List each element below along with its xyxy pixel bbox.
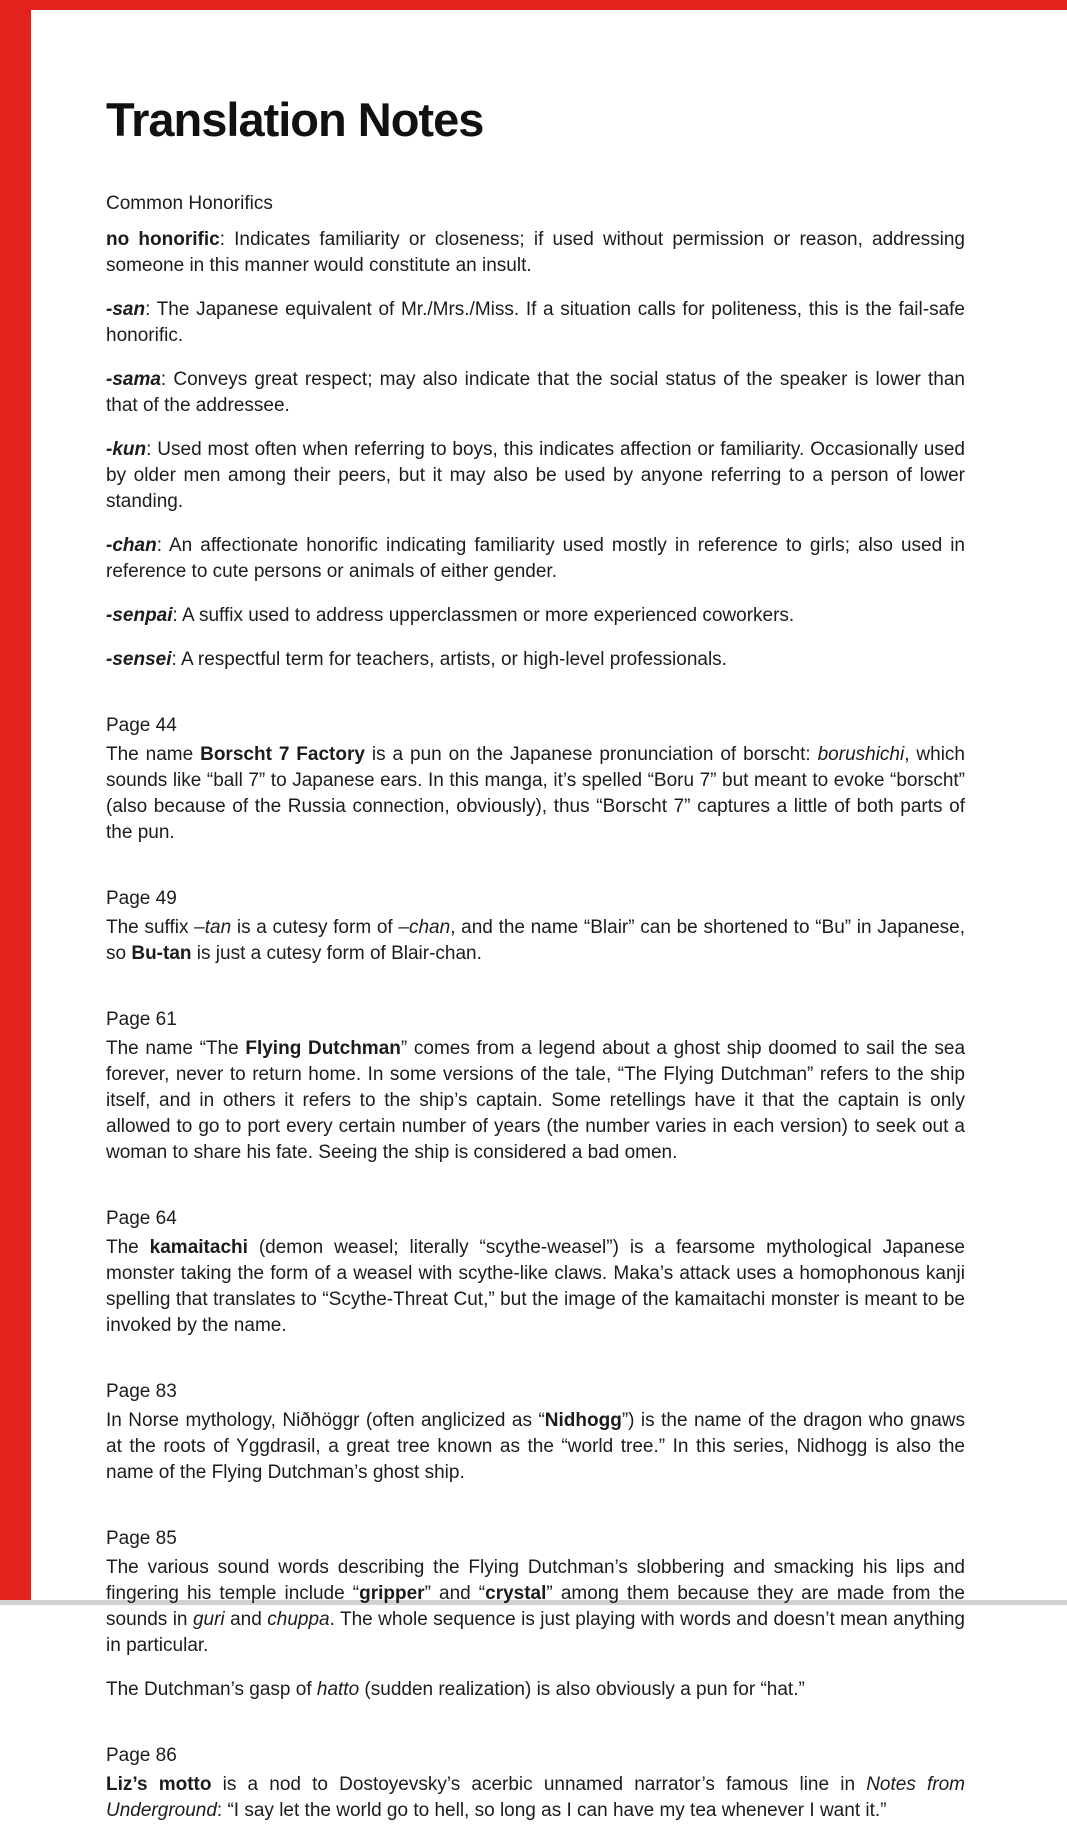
scan-edge-left	[0, 0, 31, 1600]
paragraph	[106, 227, 965, 279]
text-run: ”) is the name of the dragon who gnaws at the roots of Yggdrasil, a great tree known as the “world tree.” In this series, Nidhogg is also the name of the Flying Dutchman’s ghost ship.	[106, 1410, 965, 1483]
emphasized-text: -kun	[106, 439, 147, 460]
section-heading: Common Honorifics	[106, 193, 273, 214]
section-page-61	[106, 1007, 965, 1166]
text-run: is a nod to Dostoyevsky’s acerbic unnamed narrator’s famous line in	[211, 1774, 867, 1795]
section-heading: Page 85	[106, 1528, 177, 1549]
sections-container	[106, 191, 965, 1824]
section-common-honorifics	[106, 191, 965, 673]
section-page-64	[106, 1206, 965, 1339]
emphasized-text: –tan	[194, 917, 232, 938]
emphasized-text: -senpai	[106, 605, 173, 626]
emphasized-text: -sama	[106, 369, 161, 390]
emphasized-text: -sensei	[106, 649, 172, 670]
section-heading: Page 49	[106, 888, 177, 909]
text-run: : A suffix used to address upperclassmen or more experienced coworkers.	[172, 605, 795, 626]
paragraph	[106, 647, 965, 673]
emphasized-text: -san	[106, 299, 146, 320]
text-run: : A respectful term for teachers, artists, or high-level professionals.	[171, 649, 727, 670]
paragraph	[106, 742, 965, 846]
text-run: ” comes from a legend about a ghost ship doomed to sail the sea forever, never to return home. In some versions of the tale, “The Flying Dutchman” refers to the ship itself, and in others it refers to the ship’s captain. Some retellings have it that the captain is only allowed to go to port every certain number of years (the number varies in each version) to seek out a woman to share his fate. Seeing the ship is considered a bad omen.	[106, 1038, 966, 1163]
text-run: , which sounds like “ball 7” to Japanese ears. In this manga, it’s spelled “Boru 7” but meant to evoke “borscht” (also because of the Russia connection, obviously), thus “Borscht 7” captures a little of both parts of the pun.	[106, 744, 965, 843]
paragraph	[106, 603, 965, 629]
paragraph	[106, 367, 965, 419]
text-run: : Used most often when referring to boys, this indicates affection or familiarity. Occasionally used by older men among their peers, but it may also be used by anyone referring to a person of lower standing.	[106, 439, 965, 512]
text-run: . The whole sequence is just playing with words and doesn’t mean anything in particular.	[106, 1609, 965, 1656]
page-title: Translation Notes	[106, 93, 484, 146]
emphasized-text: Flying Dutchman	[245, 1038, 401, 1059]
emphasized-text: borushichi	[817, 744, 905, 765]
text-run: : The Japanese equivalent of Mr./Mrs./Miss. If a situation calls for politeness, this is the fail-safe honorific.	[106, 299, 965, 346]
text-run: is a cutesy form of	[231, 917, 399, 938]
section-page-49	[106, 886, 965, 967]
emphasized-text: Bu-tan	[131, 943, 192, 964]
emphasized-text: crystal	[485, 1583, 547, 1604]
text-run: The suffix	[106, 917, 195, 938]
text-run: , and the name “Blair” can be shortened to “Bu” in Japanese, so	[106, 917, 965, 964]
section-heading: Page 44	[106, 715, 177, 736]
paragraph	[106, 915, 965, 967]
emphasized-text: no honorific	[106, 229, 220, 250]
text-run: The name	[106, 744, 201, 765]
emphasized-text: Nidhogg	[544, 1410, 622, 1431]
emphasized-text: guri	[192, 1609, 225, 1630]
text-run: : Conveys great respect; may also indicate that the social status of the speaker is lower than that of the addressee.	[106, 369, 965, 416]
section-heading: Page 61	[106, 1009, 177, 1030]
section-heading: Page 86	[106, 1745, 177, 1766]
paragraph	[106, 1235, 965, 1339]
emphasized-text: kamaitachi	[149, 1237, 248, 1258]
paragraph	[106, 297, 965, 349]
text-run: : An affectionate honorific indicating familiarity used mostly in reference to girls; also used in reference to cute persons or animals of either gender.	[106, 535, 965, 582]
text-run: The Dutchman’s gasp of	[106, 1679, 317, 1700]
emphasized-text: -chan	[106, 535, 157, 556]
section-page-83	[106, 1379, 965, 1486]
scan-edge-top	[0, 0, 1067, 10]
text-run: : “I say let the world go to hell, so long as I can have my tea whenever I want it.”	[216, 1800, 887, 1821]
emphasized-text: hatto	[316, 1679, 360, 1700]
section-page-86	[106, 1743, 965, 1824]
emphasized-text: Liz’s motto	[106, 1774, 212, 1795]
text-run: The name “The	[106, 1038, 246, 1059]
text-run: ” among them because they are made from the sounds in	[106, 1583, 965, 1630]
paragraph	[106, 1036, 965, 1166]
emphasized-text: Borscht 7 Factory	[200, 744, 365, 765]
paragraph	[106, 437, 965, 515]
paragraph	[106, 1555, 965, 1659]
text-run: : Indicates familiarity or closeness; if used without permission or reason, addressing someone in this manner would constitute an insult.	[106, 229, 965, 276]
emphasized-text: chuppa	[267, 1609, 330, 1630]
paragraph	[106, 1772, 965, 1824]
emphasized-text: –chan	[398, 917, 451, 938]
section-heading: Page 83	[106, 1381, 177, 1402]
section-page-44	[106, 713, 965, 846]
text-run: The	[106, 1237, 150, 1258]
section-heading: Page 64	[106, 1208, 177, 1229]
text-run: (demon weasel; literally “scythe-weasel”) is a fearsome mythological Japanese monster taking the form of a weasel with scythe-like claws. Maka’s attack uses a homophonous kanji spelling that translates to “Scythe-Threat Cut,” but the image of the kamaitachi monster is meant to be invoked by the name.	[106, 1237, 965, 1336]
section-page-85	[106, 1526, 965, 1703]
paragraph	[106, 1408, 965, 1486]
paragraph	[106, 1677, 965, 1703]
text-run: (sudden realization) is also obviously a pun for “hat.”	[359, 1679, 805, 1700]
emphasized-text: gripper	[359, 1583, 425, 1604]
text-run: The various sound words describing the Flying Dutchman’s slobbering and smacking his lips and fingering his temple include “	[106, 1557, 965, 1604]
text-run: and	[224, 1609, 268, 1630]
text-run: is just a cutesy form of Blair-chan.	[191, 943, 482, 964]
paragraph	[106, 533, 965, 585]
text-run: is a pun on the Japanese pronunciation of borscht:	[364, 744, 818, 765]
emphasized-text: Notes from Underground	[106, 1774, 965, 1821]
text-run: In Norse mythology, Niðhöggr (often anglicized as “	[106, 1410, 545, 1431]
text-run: ” and “	[424, 1583, 486, 1604]
